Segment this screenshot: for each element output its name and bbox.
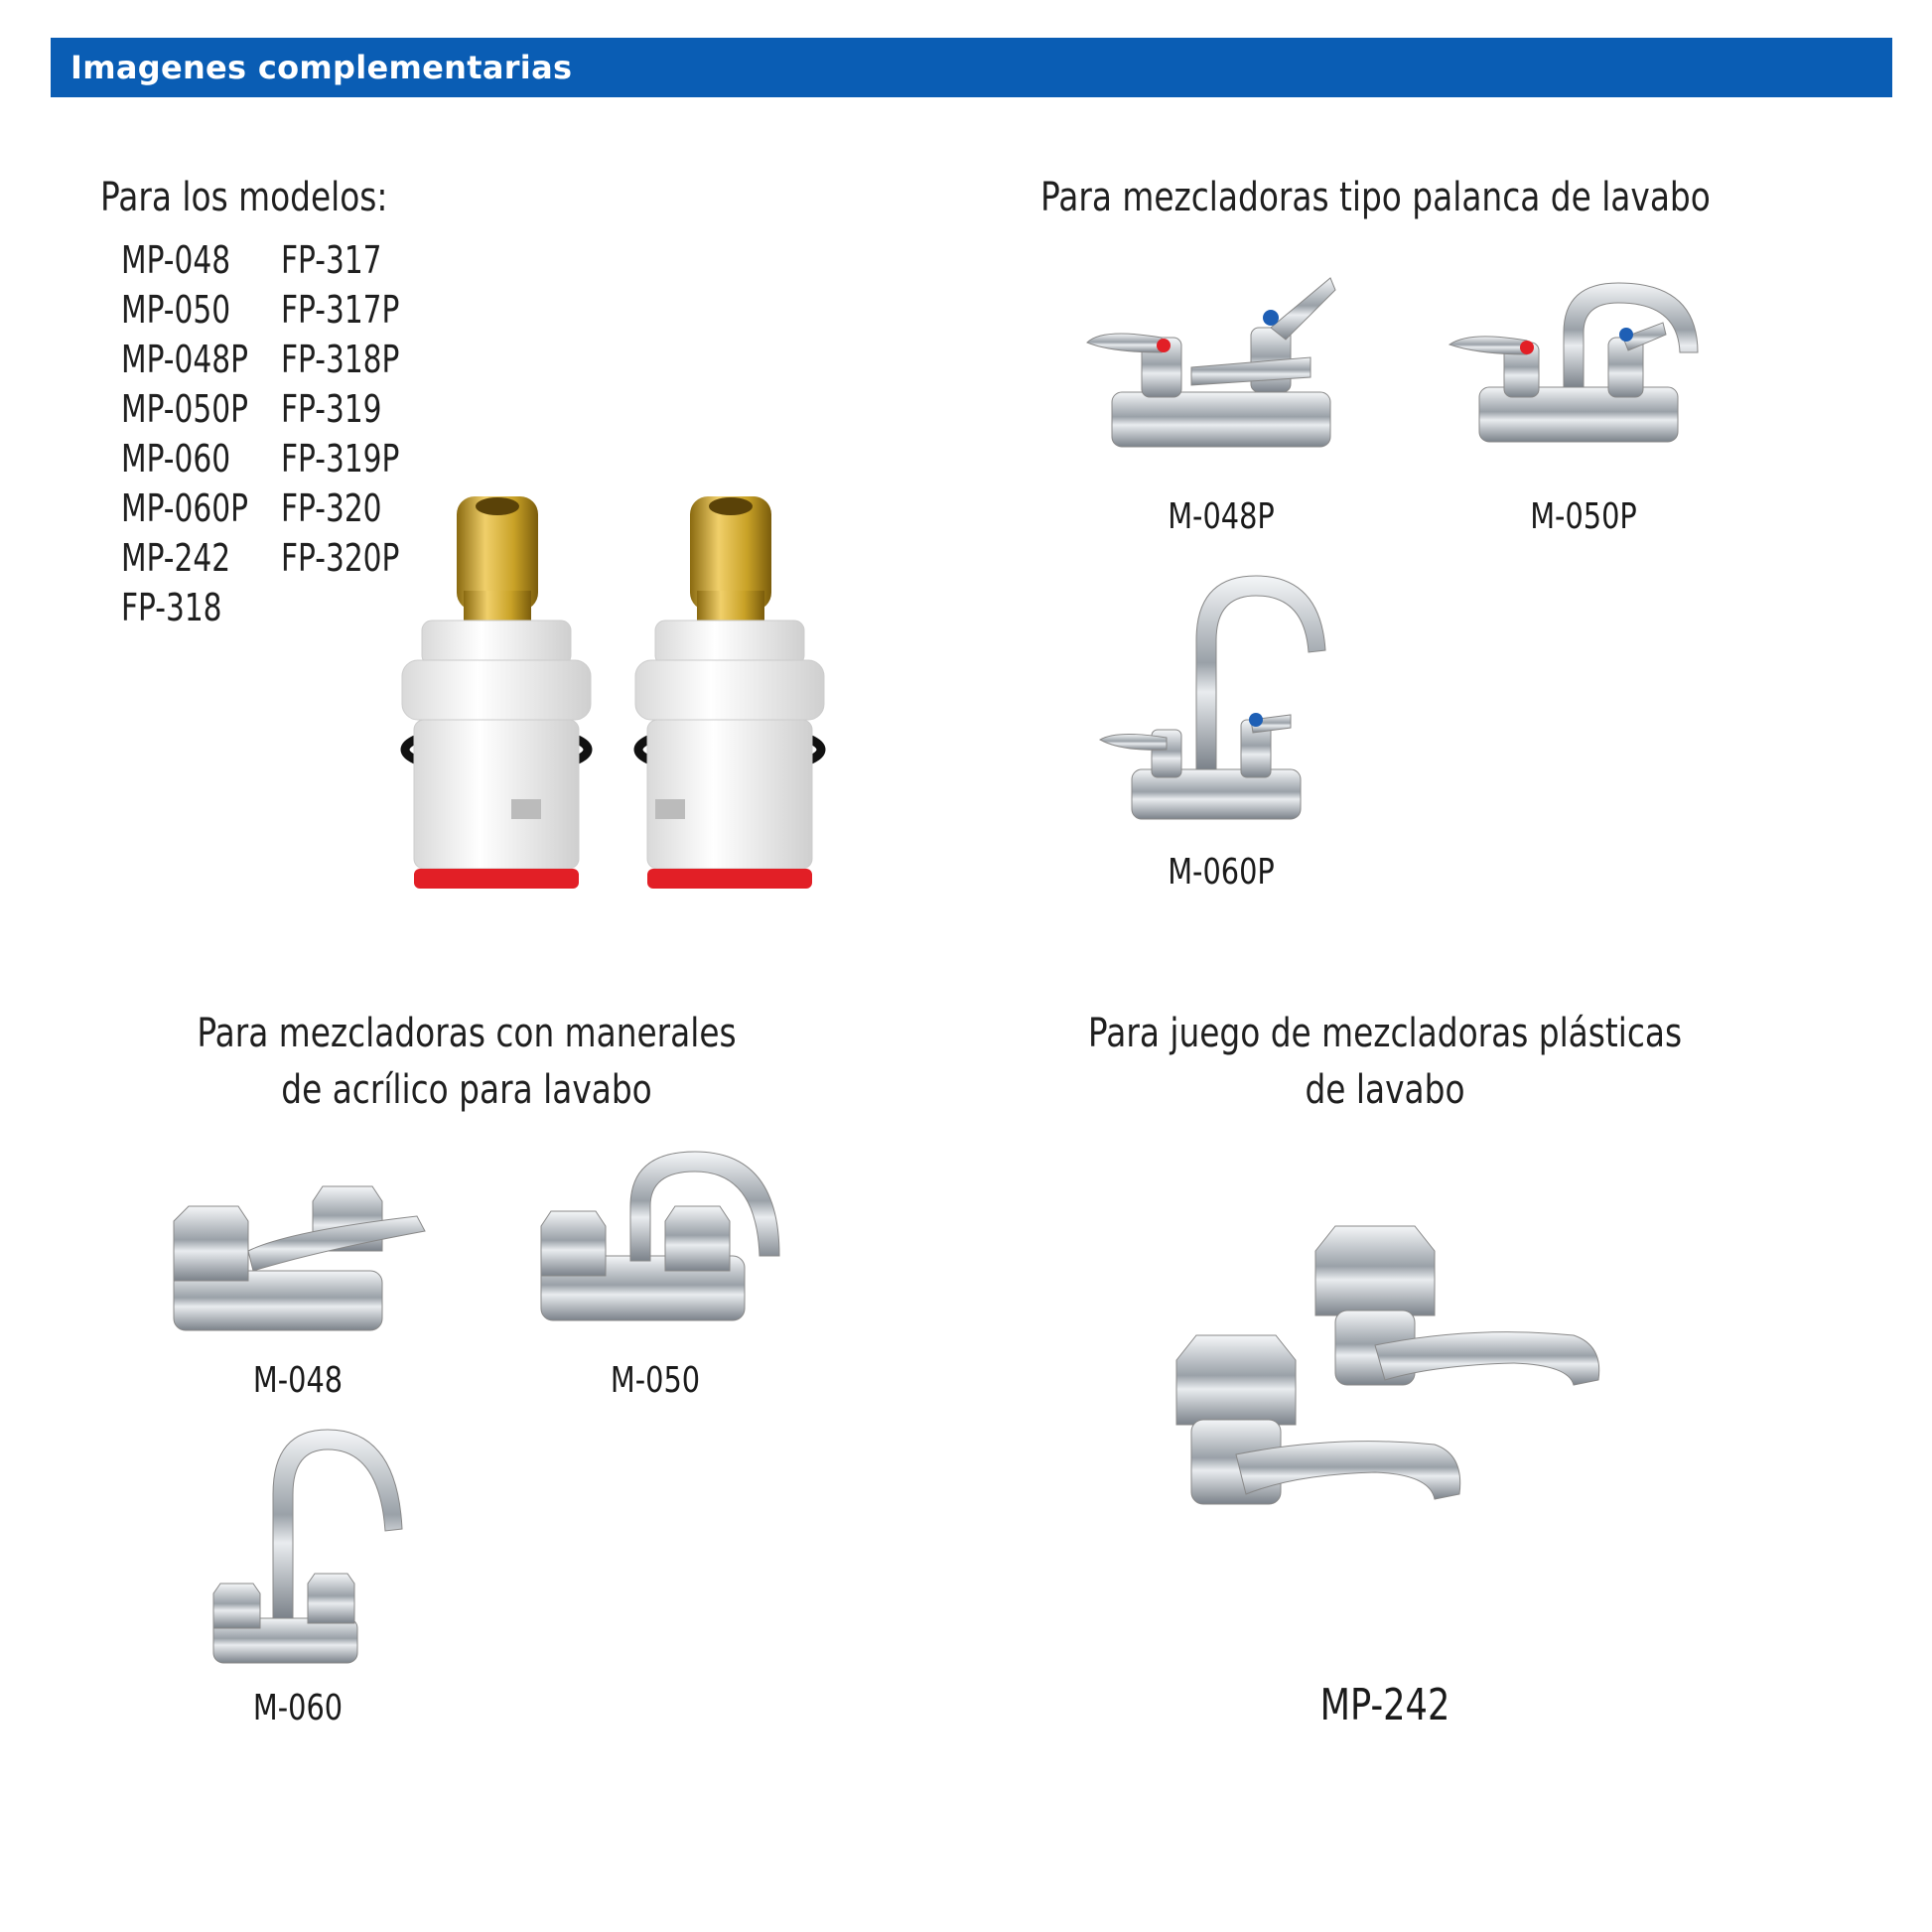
model-item: MP-048P [121,338,248,381]
models-heading: Para los modelos: [100,175,388,220]
model-item: FP-318 [121,586,222,629]
lever-item-label: M-048P [1168,496,1275,537]
model-item: FP-317 [281,238,382,282]
model-item: MP-050 [121,288,231,332]
acrylic-section-heading-line-2: de acrílico para lavabo [281,1067,652,1113]
basin-tap-pair-icon [1172,1216,1608,1519]
acrylic-item-label: M-060 [252,1688,344,1728]
lever-item-label: M-060P [1168,852,1275,893]
lever-item-label: M-050P [1530,496,1637,537]
model-item: FP-318P [281,338,400,381]
model-item: MP-242 [121,536,231,580]
model-item: MP-060P [121,486,248,530]
model-item: FP-319P [281,437,400,481]
header-title: Imagenes complementarias [70,49,573,86]
acrylic-faucet-low-spout-icon [169,1172,432,1340]
plastic-section-heading-line-1: Para juego de mezcladoras plásticas [1087,1011,1683,1056]
acrylic-section-heading-line-1: Para mezcladoras con manerales [197,1011,737,1056]
faucet-cartridge-pair-icon [392,486,849,903]
lever-faucet-arc-spout-icon [1449,273,1708,452]
header-bar [51,38,1892,97]
lever-faucet-gooseneck-icon [1092,571,1340,829]
model-item: MP-060 [121,437,231,481]
acrylic-faucet-arc-spout-icon [536,1147,784,1335]
plastic-item-label: MP-242 [1319,1680,1450,1730]
model-list-column-2 [281,235,399,583]
acrylic-item-label: M-048 [252,1360,344,1401]
acrylic-faucet-gooseneck-icon [208,1425,407,1673]
model-item: FP-317P [281,288,400,332]
plastic-section-heading-line-2: de lavabo [1305,1067,1465,1113]
model-item: FP-320P [281,536,400,580]
lever-section-heading: Para mezcladoras tipo palanca de lavabo [1040,175,1711,220]
model-item: FP-319 [281,387,382,431]
model-list-column-1 [121,235,248,632]
model-item: FP-320 [281,486,382,530]
acrylic-item-label: M-050 [610,1360,701,1401]
lever-faucet-low-spout-icon [1082,268,1350,457]
model-item: MP-048 [121,238,231,282]
model-item: MP-050P [121,387,248,431]
